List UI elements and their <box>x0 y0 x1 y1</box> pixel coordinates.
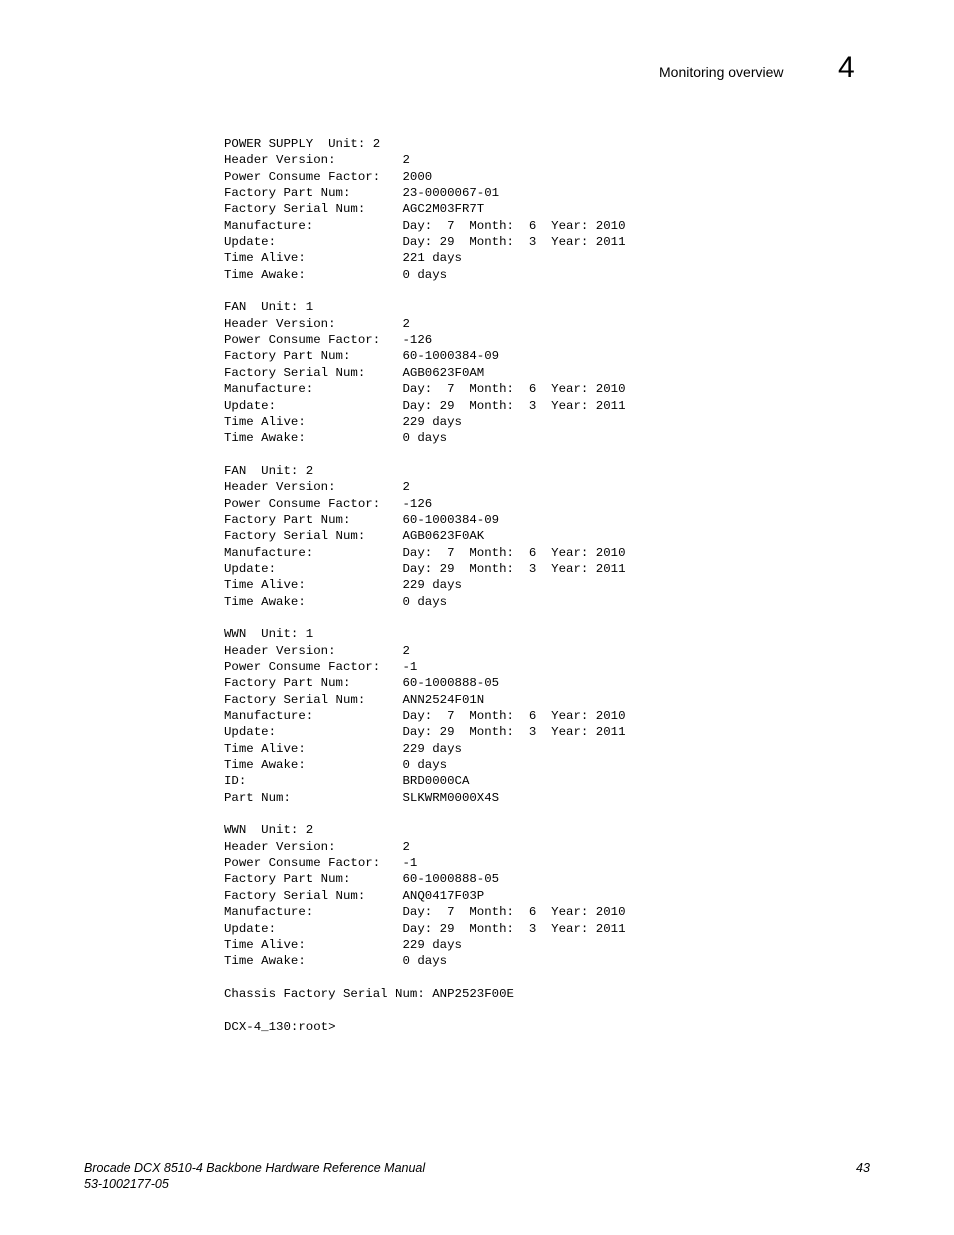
cli-output-line <box>224 283 626 299</box>
cli-output-line: Chassis Factory Serial Num: ANP2523F00E <box>224 986 514 1001</box>
cli-output-line: Factory Part Num: 60-1000888-05 <box>224 872 500 887</box>
cli-output-line: Factory Serial Num: ANQ0417F03P <box>224 888 485 903</box>
cli-output-line: Factory Part Num: 60-1000384-09 <box>224 512 500 527</box>
cli-output-line <box>224 970 626 986</box>
cli-output-line <box>224 447 626 463</box>
cli-output-line: Factory Part Num: 23-0000067-01 <box>224 186 500 201</box>
cli-output-line: POWER SUPPLY Unit: 2 <box>224 137 381 151</box>
cli-output-line: Time Awake: 0 days <box>224 431 448 446</box>
footer-manual-title: Brocade DCX 8510-4 Backbone Hardware Reference Manual <box>84 1161 426 1175</box>
cli-output-line: Time Alive: 229 days <box>224 937 462 952</box>
cli-output-line: WWN Unit: 1 <box>224 627 314 642</box>
cli-output-line: Power Consume Factor: -1 <box>224 660 418 674</box>
cli-output-line: Manufacture: Day: 7 Month: 6 Year: 2010 <box>224 905 626 920</box>
cli-output-line: Manufacture: Day: 7 Month: 6 Year: 2010 <box>224 382 626 397</box>
cli-output-block <box>224 136 626 1035</box>
cli-output-line: FAN Unit: 1 <box>224 300 314 315</box>
cli-output-line: Manufacture: Day: 7 Month: 6 Year: 2010 <box>224 218 626 233</box>
cli-output-line: Header Version: 2 <box>224 839 410 854</box>
cli-output-line: Factory Part Num: 60-1000384-09 <box>224 349 500 364</box>
cli-output-line: Header Version: 2 <box>224 153 410 168</box>
cli-output-line: Power Consume Factor: -126 <box>224 333 433 348</box>
cli-output-line: Factory Serial Num: AGB0623F0AM <box>224 365 485 380</box>
cli-output-line: Power Consume Factor: -1 <box>224 856 418 871</box>
footer-document-number: 53-1002177-05 <box>84 1177 169 1191</box>
cli-output-line: Time Awake: 0 days <box>224 267 448 282</box>
cli-output-line: Update: Day: 29 Month: 3 Year: 2011 <box>224 235 626 250</box>
cli-output-line: Header Version: 2 <box>224 480 410 495</box>
cli-output-line: Time Alive: 229 days <box>224 741 462 756</box>
cli-output-line: Factory Part Num: 60-1000888-05 <box>224 676 500 691</box>
cli-output-line: Time Alive: 229 days <box>224 578 462 593</box>
cli-output-line: Part Num: SLKWRM0000X4S <box>224 790 500 805</box>
cli-output-line: WWN Unit: 2 <box>224 823 314 838</box>
cli-output-line <box>224 610 626 626</box>
cli-output-line: Factory Serial Num: AGB0623F0AK <box>224 529 485 544</box>
cli-output-line: Factory Serial Num: AGC2M03FR7T <box>224 202 485 217</box>
cli-output-line <box>224 1002 626 1018</box>
cli-output-line: Time Alive: 221 days <box>224 251 462 266</box>
cli-output-line: Manufacture: Day: 7 Month: 6 Year: 2010 <box>224 709 626 724</box>
cli-output-line: Manufacture: Day: 7 Month: 6 Year: 2010 <box>224 545 626 560</box>
cli-output-line: Header Version: 2 <box>224 316 410 331</box>
cli-output-line: Header Version: 2 <box>224 643 410 658</box>
chapter-number: 4 <box>838 51 855 84</box>
cli-output-line: ID: BRD0000CA <box>224 774 470 789</box>
cli-output-line: FAN Unit: 2 <box>224 463 314 478</box>
cli-output-line: Update: Day: 29 Month: 3 Year: 2011 <box>224 561 626 576</box>
cli-output-line: Time Alive: 229 days <box>224 414 462 429</box>
cli-output-line: Update: Day: 29 Month: 3 Year: 2011 <box>224 921 626 936</box>
cli-output-line: Power Consume Factor: 2000 <box>224 169 433 184</box>
footer-page-number: 43 <box>856 1161 870 1175</box>
cli-output-line: Factory Serial Num: ANN2524F01N <box>224 692 485 707</box>
cli-output-line: Time Awake: 0 days <box>224 594 448 609</box>
running-header-section: Monitoring overview <box>659 64 784 80</box>
cli-output-line: Update: Day: 29 Month: 3 Year: 2011 <box>224 398 626 413</box>
cli-output-line: Power Consume Factor: -126 <box>224 496 433 511</box>
cli-output-line <box>224 806 626 822</box>
cli-output-line: Time Awake: 0 days <box>224 758 448 773</box>
cli-output-line: Update: Day: 29 Month: 3 Year: 2011 <box>224 725 626 740</box>
cli-output-line: DCX-4_130:root> <box>224 1019 336 1034</box>
cli-output-line: Time Awake: 0 days <box>224 954 448 969</box>
